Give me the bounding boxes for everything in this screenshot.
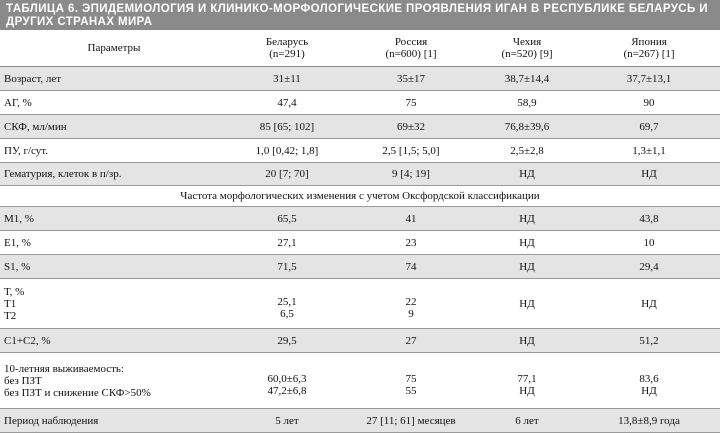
cell-japan: 69,7: [578, 115, 720, 139]
table-header-row: [0, 30, 720, 67]
header-japan: [578, 30, 720, 67]
survival-sub1: без ПЗТ: [4, 374, 42, 387]
cell-belarus: 47,4: [228, 91, 346, 115]
t2-belarus: 6,5: [280, 308, 294, 320]
t1-belarus: 25,1: [277, 296, 297, 308]
cell-belarus: 27,1: [228, 231, 346, 255]
cell-russia: [346, 279, 476, 329]
header-belarus-n: (n=291): [269, 48, 305, 60]
row-label: E1, %: [0, 231, 228, 255]
cell-russia: 75: [346, 91, 476, 115]
cell-japan: 13,8±8,9 года: [578, 409, 720, 433]
cell-czech: 58,9: [476, 91, 578, 115]
cell-japan: НД: [578, 279, 720, 329]
cell-belarus: 1,0 [0,42; 1,8]: [228, 139, 346, 163]
cell-russia: 9 [4; 19]: [346, 163, 476, 186]
cell-belarus: 31±11: [228, 67, 346, 91]
table-row-period: [0, 409, 720, 433]
row-label: Гематурия, клеток в п/зр.: [0, 163, 228, 186]
cell-czech: 6 лет: [476, 409, 578, 433]
header-czech-n: (n=520) [9]: [501, 48, 553, 60]
cell-belarus: 85 [65; 102]: [228, 115, 346, 139]
surv1-russia: 75: [405, 373, 417, 385]
header-russia-name: Россия: [394, 36, 428, 48]
header-czech: [476, 30, 578, 67]
survival-label: 10-летняя выживаемость:: [4, 362, 124, 375]
row-label-t: [0, 279, 228, 329]
cell-czech: НД: [476, 329, 578, 353]
header-russia-n: (n=600) [1]: [385, 48, 437, 60]
t-label: Т, %: [4, 285, 25, 298]
cell-russia: 35±17: [346, 67, 476, 91]
t2-label: Т2: [4, 309, 17, 322]
table-row-m1: [0, 207, 720, 231]
cell-belarus: 29,5: [228, 329, 346, 353]
row-label-survival: [0, 353, 228, 409]
header-japan-name: Япония: [631, 36, 667, 48]
cell-czech: НД: [476, 255, 578, 279]
cell-russia: 27 [11; 61] месяцев: [346, 409, 476, 433]
cell-czech: 76,8±39,6: [476, 115, 578, 139]
cell-russia: 74: [346, 255, 476, 279]
cell-russia: 23: [346, 231, 476, 255]
cell-japan: 90: [578, 91, 720, 115]
t1-russia: 22: [405, 296, 417, 308]
cell-russia: 69±32: [346, 115, 476, 139]
cell-russia: 27: [346, 329, 476, 353]
surv1-japan: 83,6: [639, 373, 659, 385]
section-header-row: [0, 186, 720, 207]
surv1-czech: 77,1: [517, 373, 537, 385]
cell-japan: 37,7±13,1: [578, 67, 720, 91]
cell-russia: 41: [346, 207, 476, 231]
cell-czech: НД: [476, 279, 578, 329]
header-japan-n: (n=267) [1]: [623, 48, 675, 60]
header-belarus: [228, 30, 346, 67]
cell-czech: НД: [476, 163, 578, 186]
table-row-survival: [0, 353, 720, 409]
row-label: M1, %: [0, 207, 228, 231]
table-row-gfr: [0, 115, 720, 139]
surv2-belarus: 47,2±6,8: [267, 385, 307, 397]
row-label: СКФ, мл/мин: [0, 115, 228, 139]
cell-czech: НД: [476, 207, 578, 231]
row-label: ПУ, г/сут.: [0, 139, 228, 163]
table-caption: ТАБЛИЦА 6. ЭПИДЕМИОЛОГИЯ И КЛИНИКО-МОРФОЛОГИЧЕСКИЕ ПРОЯВЛЕНИЯ ИГАН В РЕСПУБЛИКЕ БЕЛАРУСЬ И ДРУГИХ СТРАНАХ МИРА: [0, 0, 720, 30]
table-row-t: [0, 279, 720, 329]
table-row-c: [0, 329, 720, 353]
cell-russia: [346, 353, 476, 409]
header-belarus-name: Беларусь: [265, 36, 309, 48]
t2-russia: 9: [408, 308, 414, 320]
cell-japan: НД: [578, 163, 720, 186]
cell-czech: 2,5±2,8: [476, 139, 578, 163]
cell-belarus: 20 [7; 70]: [228, 163, 346, 186]
cell-japan: [578, 353, 720, 409]
surv2-czech: НД: [519, 385, 535, 397]
row-label: АГ, %: [0, 91, 228, 115]
row-label: Период наблюдения: [0, 409, 228, 433]
header-czech-name: Чехия: [512, 36, 542, 48]
table-row-age: [0, 67, 720, 91]
table-row-proteinuria: [0, 139, 720, 163]
cell-japan: 29,4: [578, 255, 720, 279]
table-row-e1: [0, 231, 720, 255]
cell-russia: 2,5 [1,5; 5,0]: [346, 139, 476, 163]
cell-czech: НД: [476, 231, 578, 255]
cell-belarus: 5 лет: [228, 409, 346, 433]
t1-label: Т1: [4, 297, 17, 310]
header-russia: [346, 30, 476, 67]
row-label: Возраст, лет: [0, 67, 228, 91]
cell-belarus: 71,5: [228, 255, 346, 279]
cell-japan: 10: [578, 231, 720, 255]
cell-japan: 51,2: [578, 329, 720, 353]
cell-czech: [476, 353, 578, 409]
cell-belarus: 65,5: [228, 207, 346, 231]
header-param: Параметры: [0, 30, 228, 67]
surv2-japan: НД: [641, 385, 657, 397]
row-label: S1, %: [0, 255, 228, 279]
table-row-ag: [0, 91, 720, 115]
cell-japan: 43,8: [578, 207, 720, 231]
survival-sub2: без ПЗТ и снижение СКФ>50%: [4, 386, 151, 399]
table-row-s1: [0, 255, 720, 279]
cell-belarus: [228, 279, 346, 329]
table-row-hematuria: [0, 163, 720, 186]
cell-belarus: [228, 353, 346, 409]
surv2-russia: 55: [405, 385, 417, 397]
cell-japan: 1,3±1,1: [578, 139, 720, 163]
morphology-section-title: Частота морфологических изменения с учетом Оксфордской классификации: [0, 186, 720, 207]
cell-czech: 38,7±14,4: [476, 67, 578, 91]
surv1-belarus: 60,0±6,3: [267, 373, 307, 385]
row-label: C1+C2, %: [0, 329, 228, 353]
data-table: [0, 30, 720, 433]
